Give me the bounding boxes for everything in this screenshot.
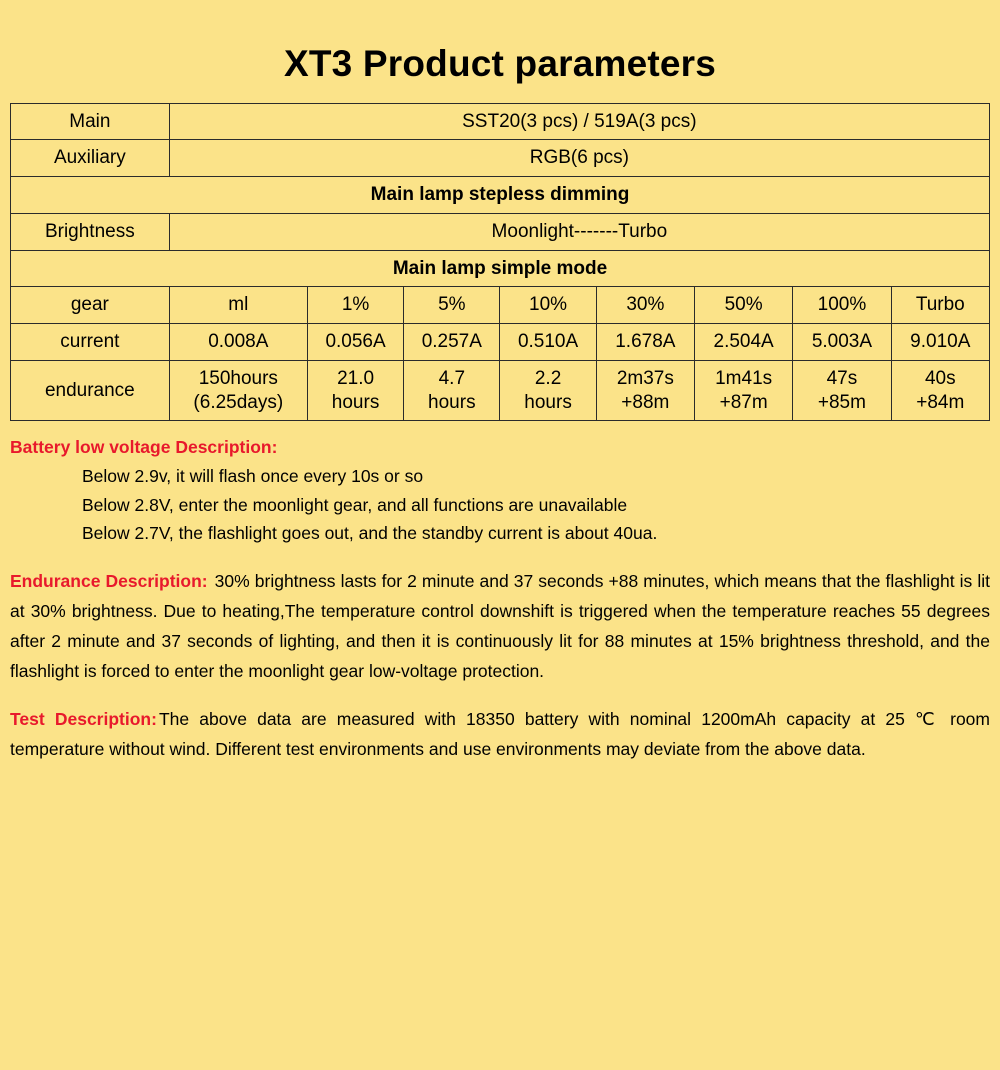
endurance-value-6-line1: 47s (826, 367, 858, 389)
current-value-5: 2.504A (694, 324, 792, 361)
endurance-value-4-line2: +88m (621, 391, 670, 413)
section-header-stepless-dimming: Main lamp stepless dimming (11, 177, 990, 214)
row-label-auxiliary: Auxiliary (11, 140, 170, 177)
table-row-section-simple (11, 250, 990, 287)
section-header-simple-mode: Main lamp simple mode (11, 250, 990, 287)
endurance-value-1-line2: hours (331, 391, 380, 413)
endurance-value-6-line2: +85m (817, 391, 866, 413)
table-row-section-stepless (11, 177, 990, 214)
gear-header-cell-7: 100% (793, 287, 891, 324)
battery-line-1: Below 2.9v, it will flash once every 10s or so (82, 466, 424, 487)
gear-header-cell-5: 30% (596, 287, 694, 324)
endurance-value-2-line1: 4.7 (438, 367, 466, 389)
gear-header-cell-1: ml (169, 287, 307, 324)
endurance-value-2-line2: hours (428, 391, 476, 413)
row-label-current: current (11, 324, 170, 361)
battery-low-voltage-lines (10, 461, 990, 548)
test-description-text: The above data are measured with 18350 battery with nominal 1200mAh capacity at 25 ℃ room temperature without wind. Different test environments and use environments may deviate from the above data. (10, 709, 990, 760)
test-description-paragraph (10, 704, 990, 764)
gear-header-cell-2: 1% (307, 287, 403, 324)
endurance-value-0 (169, 360, 307, 421)
current-value-4: 1.678A (596, 324, 694, 361)
spec-table (10, 103, 990, 422)
row-label-endurance: endurance (11, 360, 170, 421)
endurance-value-3-line1: 2.2 (534, 367, 562, 389)
page-title: XT3 Product parameters (283, 43, 717, 84)
endurance-value-7-line2: +84m (916, 391, 965, 413)
current-value-2: 0.257A (404, 324, 500, 361)
endurance-description-heading: Endurance Description: (10, 570, 208, 591)
table-row-current (11, 324, 990, 361)
endurance-value-0-line1: 150hours (198, 367, 278, 389)
endurance-value-5-line1: 1m41s (715, 367, 773, 389)
row-value-main: SST20(3 pcs) / 519A(3 pcs) (169, 103, 989, 140)
current-value-1: 0.056A (307, 324, 403, 361)
endurance-description-paragraph (10, 566, 990, 686)
row-value-auxiliary: RGB(6 pcs) (169, 140, 989, 177)
row-label-main: Main (11, 103, 170, 140)
current-value-7: 9.010A (891, 324, 989, 361)
endurance-value-3 (500, 360, 596, 421)
row-label-brightness: Brightness (11, 213, 170, 250)
gear-header-cell-0: gear (11, 287, 170, 324)
current-value-3: 0.510A (500, 324, 596, 361)
endurance-value-5 (694, 360, 792, 421)
table-row-endurance (11, 360, 990, 421)
endurance-value-3-line2: hours (524, 391, 572, 413)
table-row-main (11, 103, 990, 140)
current-value-0: 0.008A (169, 324, 307, 361)
current-value-6: 5.003A (793, 324, 891, 361)
gear-header-cell-6: 50% (694, 287, 792, 324)
endurance-value-1-line1: 21.0 (337, 367, 375, 389)
endurance-value-4 (596, 360, 694, 421)
gear-header-cell-4: 10% (500, 287, 596, 324)
test-description-heading: Test Description: (10, 709, 157, 730)
table-row-auxiliary (11, 140, 990, 177)
table-row-gear-header (11, 287, 990, 324)
battery-low-voltage-heading: Battery low voltage Description: (10, 437, 278, 458)
endurance-value-1 (307, 360, 403, 421)
battery-line-2: Below 2.8V, enter the moonlight gear, and all functions are unavailable (82, 494, 628, 515)
endurance-value-6 (793, 360, 891, 421)
endurance-value-0-line2: (6.25days) (193, 391, 284, 413)
endurance-description-text: 30% brightness lasts for 2 minute and 37 seconds +88 minutes, which means that the flashlight is lit at 30% brightness. Due to heating,The temperature control downshift is triggered when the temperature reaches 55 degrees after 2 minute and 37 seconds of lighting, and then it is continuously lit for 88 minutes at 15% brightness threshold, and the flashlight is forced to enter the moonlight gear low-voltage protection. (10, 570, 990, 682)
endurance-value-4-line1: 2m37s (616, 367, 674, 389)
row-value-brightness: Moonlight-------Turbo (169, 213, 989, 250)
gear-header-cell-3: 5% (404, 287, 500, 324)
gear-header-cell-8: Turbo (891, 287, 989, 324)
battery-line-3: Below 2.7V, the flashlight goes out, and the standby current is about 40ua. (82, 523, 658, 544)
endurance-value-7 (891, 360, 989, 421)
table-row-brightness (11, 213, 990, 250)
endurance-value-2 (404, 360, 500, 421)
notes-section (10, 421, 990, 764)
endurance-value-5-line2: +87m (719, 391, 768, 413)
endurance-value-7-line1: 40s (924, 367, 956, 389)
